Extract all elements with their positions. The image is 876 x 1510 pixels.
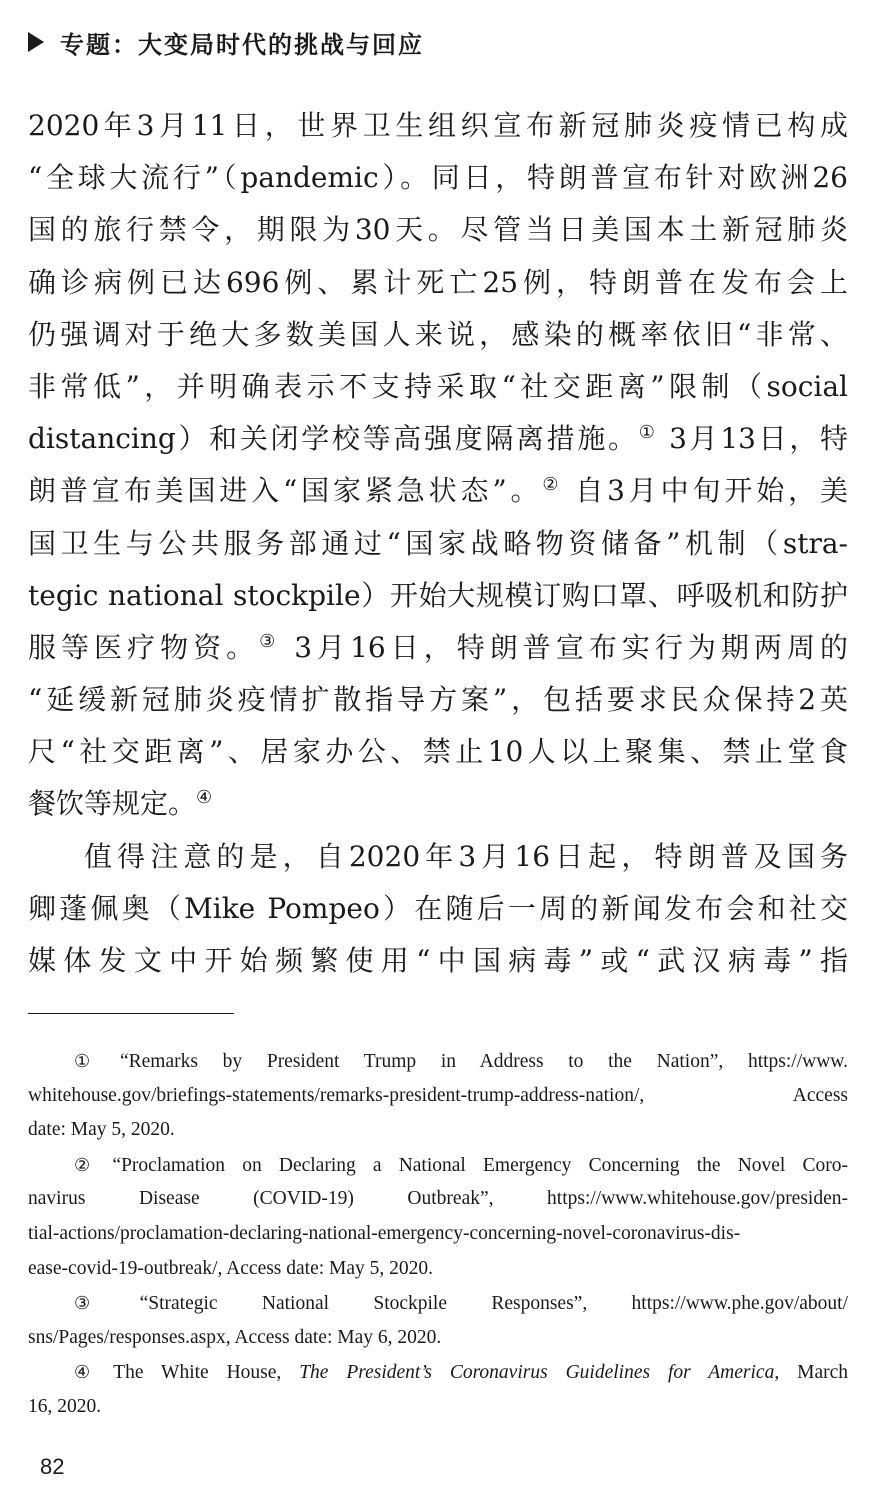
body-line: 确诊病例已达696例、累计死亡25例，特朗普在发布会上 [28,265,848,299]
body-text-segment: 3月13日，特 [669,422,848,456]
running-header [28,24,424,60]
footnote-text: “Strategic National Stockpile Responses”, https://www.phe.gov/about/ [139,1293,848,1315]
body-line: “延缓新冠肺炎疫情扩散指导方案”，包括要求民众保持2英 [28,683,848,717]
body-line: 尺“社交距离”、居家办公、禁止10人以上聚集、禁止堂食 [28,735,848,769]
body-line [28,465,848,517]
triangle-bullet-icon [28,32,44,52]
footnote-1-line [28,1044,848,1079]
body-line: 国卫生与公共服务部通过“国家战略物资储备”机制（stra- [28,526,848,560]
footnote-ref[interactable]: ② [542,474,563,496]
footnote-ref[interactable]: ① [638,422,658,444]
footnote-2-line [28,1148,848,1183]
body-line [28,778,848,830]
footnote-2-line: ease-covid-19-outbreak/, Access date: May 5, 2020. [28,1257,434,1279]
footnote-marker: ④ [74,1362,104,1383]
body-text-segment: 服等医疗物资。 [28,630,260,664]
footnote-author: The White House, [113,1362,300,1384]
body-line: “全球大流行”（pandemic）。同日，特朗普宣布针对欧洲26 [28,161,848,195]
footnote-3-line [28,1286,848,1321]
footnote-title: The President’s Coronavirus Guidelines for America [299,1362,775,1384]
body-line: 仍强调对于绝大多数美国人来说，感染的概率依旧“非常、 [28,317,848,351]
footnote-4-line: 16, 2020. [28,1395,102,1417]
footnote-text: “Remarks by President Trump in Address to the Nation”, https://www. [119,1051,848,1072]
footnote-text: “Proclamation on Declaring a National Emergency Concerning the Novel Coro- [112,1154,848,1176]
body-line: 值得注意的是，自2020年3月16日起，特朗普及国务 [84,839,848,873]
body-text-segment: 3月16日，特朗普宣布实行为期两周的 [294,630,848,664]
footnote-date: , March [774,1362,848,1384]
footnotes [28,1044,848,1425]
body-line [28,622,848,674]
body-text-segment: 朗普宣布美国进入“国家紧急状态”。 [28,474,543,508]
body-line: 非常低”，并明确表示不支持采取“社交距离”限制（social [28,369,848,403]
body-line: 国的旅行禁令，期限为30天。尽管当日美国本土新冠肺炎 [28,213,848,247]
footnote-ref[interactable]: ④ [196,787,213,809]
footnote-marker: ③ [74,1293,130,1314]
footnote-3-line: sns/Pages/responses.aspx, Access date: May 6, 2020. [28,1326,442,1348]
footnote-text [113,1362,848,1383]
header-title: 专题：大变局时代的挑战与回应 [60,30,424,59]
body-line: 2020年3月11日，世界卫生组织宣布新冠肺炎疫情已构成 [28,109,848,142]
body-line: 媒体发文中开始频繁使用“中国病毒”或“武汉病毒”指 [28,944,848,977]
footnote-separator [28,1013,234,1014]
body-text-segment: 自3月中旬开始，美 [575,474,848,508]
footnote-marker: ② [74,1154,103,1175]
footnote-2-line: tial-actions/proclamation-declaring-national-emergency-concerning-novel-coronavirus-dis- [28,1222,741,1244]
footnote-4-line [28,1355,848,1390]
footnote-1-line: whitehouse.gov/briefings-statements/remarks-president-trump-address-nation/, Access [28,1084,848,1106]
footnote-2-line: navirus Disease (COVID-19) Outbreak”, https://www.whitehouse.gov/presiden- [28,1188,848,1210]
body-line: tegic national stockpile）开始大规模订购口罩、呼吸机和防护 [28,578,848,612]
body-line [28,413,848,465]
body-text-segment: 餐饮等规定。 [28,787,197,821]
body-line: 卿蓬佩奥（Mike Pompeo）在随后一周的新闻发布会和社交 [28,891,848,925]
footnote-1-line: date: May 5, 2020. [28,1119,175,1141]
footnote-ref[interactable]: ③ [259,630,281,652]
body-text-segment: distancing）和关闭学校等高强度隔离措施。 [28,422,639,456]
footnote-marker: ① [74,1051,110,1071]
page-number: 82 [40,1454,65,1479]
body-text [28,100,848,987]
